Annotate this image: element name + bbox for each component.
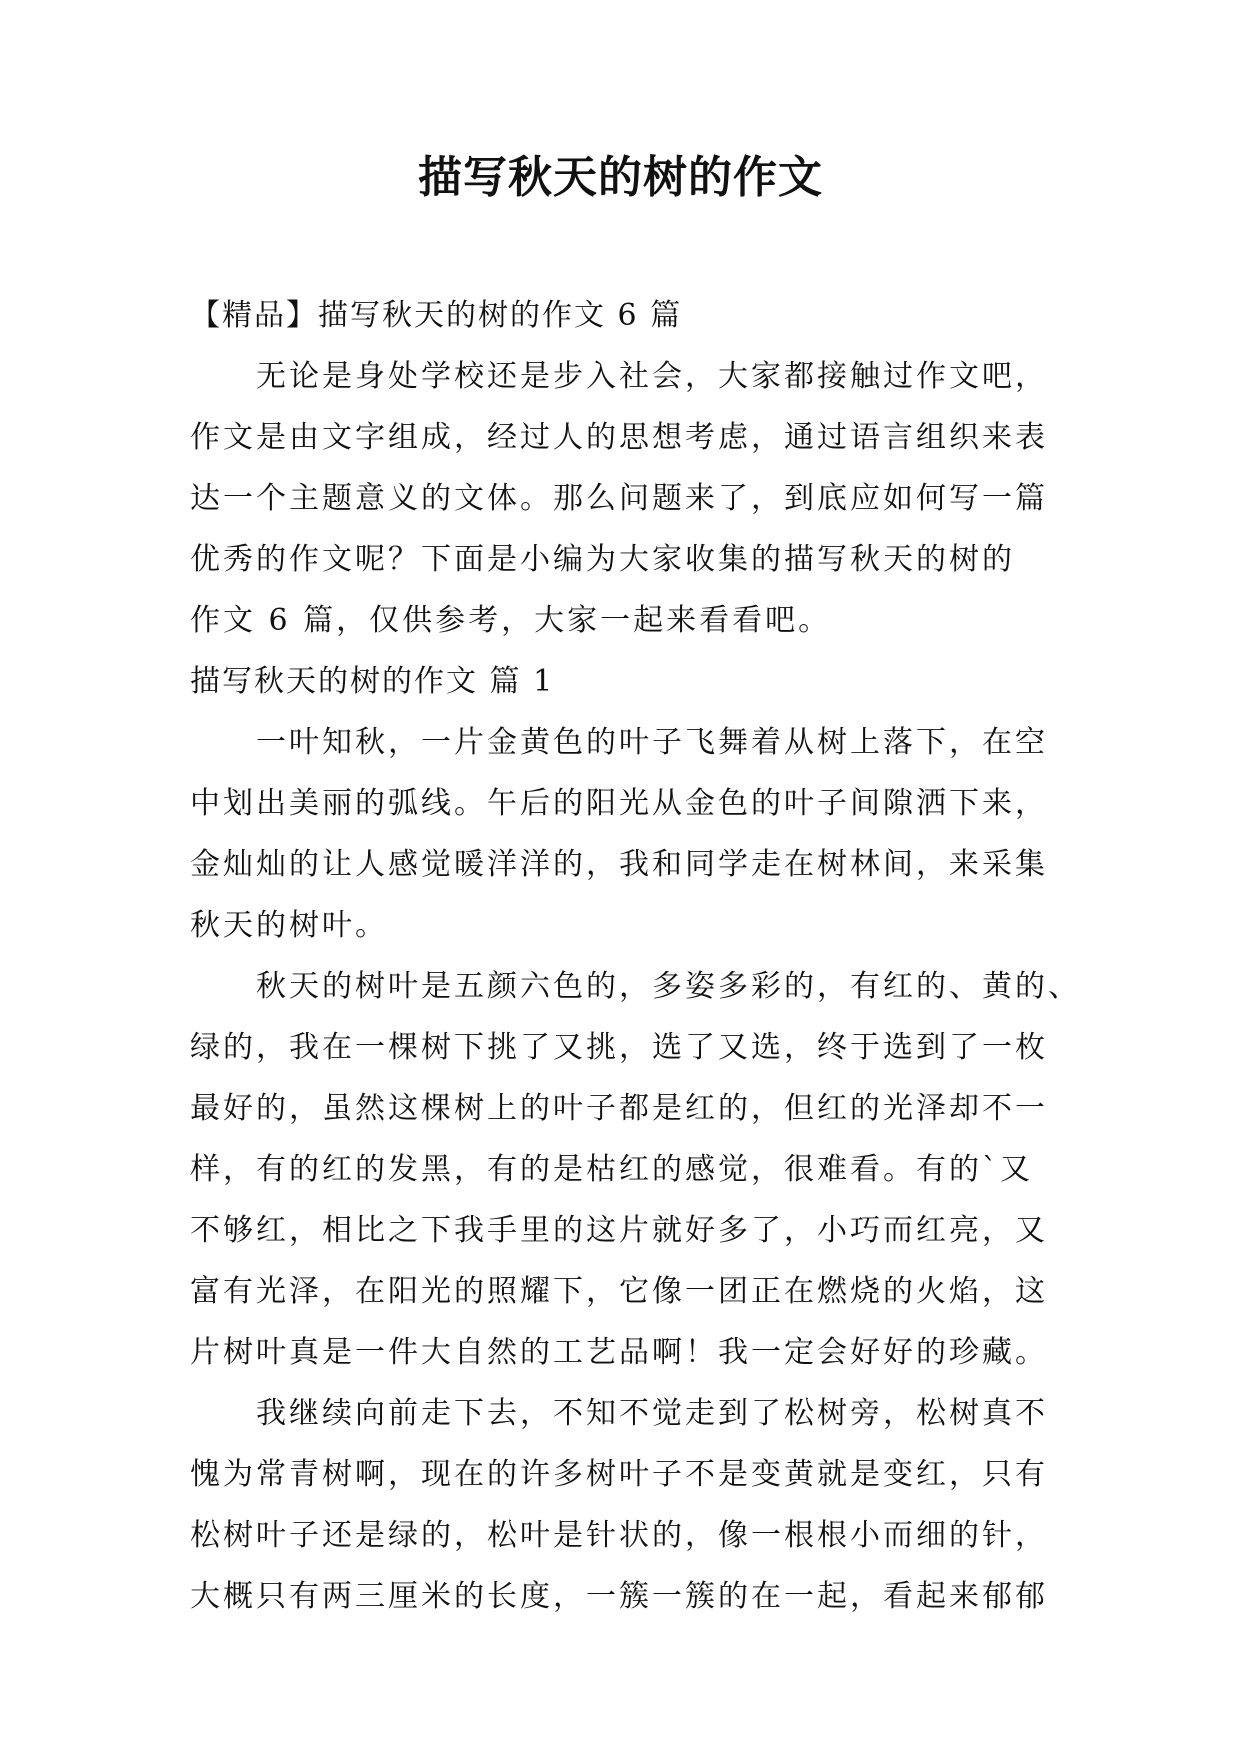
section-heading: 描写秋天的树的作文 篇 1 [190, 664, 555, 699]
paragraph-line: 大概只有两三厘米的长度，一簇一簇的在一起，看起来郁郁 [190, 1579, 1048, 1614]
intro-line: 作文是由文字组成，经过人的思想考虑，通过语言组织来表 [190, 420, 1048, 455]
intro-line: 优秀的作文呢？下面是小编为大家收集的描写秋天的树的 [190, 542, 1015, 577]
document-subtitle: 【精品】描写秋天的树的作文 6 篇 [190, 298, 683, 333]
paragraph-line: 一叶知秋，一片金黄色的叶子飞舞着从树上落下，在空 [190, 725, 1048, 760]
paragraph-line: 秋天的树叶。 [190, 908, 388, 943]
document-body [190, 285, 1081, 1627]
paragraph-line: 绿的，我在一棵树下挑了又挑，选了又选，终于选到了一枚 [190, 1030, 1048, 1065]
paragraph-line: 愧为常青树啊，现在的许多树叶子不是变黄就是变红，只有 [190, 1457, 1048, 1492]
paragraph-2 [190, 956, 1081, 1383]
document-title: 描写秋天的树的作文 [418, 152, 823, 203]
intro-paragraph [190, 346, 1070, 651]
paragraph-line: 中划出美丽的弧线。午后的阳光从金色的叶子间隙洒下来， [190, 786, 1048, 821]
paragraph-line: 我继续向前走下去，不知不觉走到了松树旁，松树真不 [190, 1396, 1048, 1431]
paragraph-1 [190, 712, 1070, 956]
paragraph-3 [190, 1383, 1070, 1627]
intro-line: 达一个主题意义的文体。那么问题来了，到底应如何写一篇 [190, 481, 1048, 516]
intro-line: 作文 6 篇，仅供参考，大家一起来看看吧。 [190, 603, 832, 638]
intro-line: 无论是身处学校还是步入社会，大家都接触过作文吧， [190, 359, 1048, 394]
paragraph-line: 片树叶真是一件大自然的工艺品啊！我一定会好好的珍藏。 [190, 1335, 1048, 1370]
paragraph-line: 松树叶子还是绿的，松叶是针状的，像一根根小而细的针， [190, 1518, 1048, 1553]
paragraph-line: 样，有的红的发黑，有的是枯红的感觉，很难看。有的`又 [190, 1152, 1033, 1187]
paragraph-line: 秋天的树叶是五颜六色的，多姿多彩的，有红的、黄的、 [190, 969, 1081, 1004]
paragraph-line: 富有光泽，在阳光的照耀下，它像一团正在燃烧的火焰，这 [190, 1274, 1048, 1309]
paragraph-line: 最好的，虽然这棵树上的叶子都是红的，但红的光泽却不一 [190, 1091, 1048, 1126]
paragraph-line: 金灿灿的让人感觉暖洋洋的，我和同学走在树林间，来采集 [190, 847, 1048, 882]
paragraph-line: 不够红，相比之下我手里的这片就好多了，小巧而红亮，又 [190, 1213, 1048, 1248]
